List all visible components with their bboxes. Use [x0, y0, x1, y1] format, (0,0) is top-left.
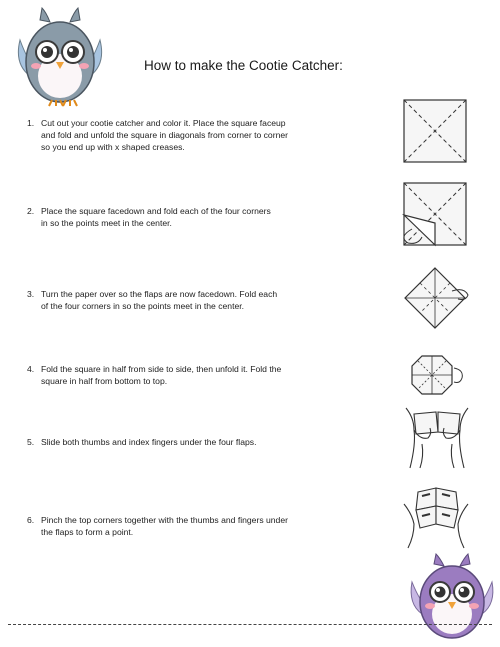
owl-bottom-illustration [406, 552, 498, 644]
step-4 [27, 363, 327, 387]
step-text: Place the square facedown and fold each of the four corners in so the points meet in the center. [41, 206, 271, 228]
step-number: 2. [27, 206, 35, 216]
fold-diagram-step-1 [402, 98, 468, 164]
hands-diagram-step-5 [400, 404, 474, 472]
cut-line-divider [8, 624, 492, 625]
step-text: Pinch the top corners together with the thumbs and fingers under the flaps to form a point. [41, 515, 288, 537]
owl-top-illustration [14, 6, 106, 108]
step-text: Cut out your cootie catcher and color it. Place the square faceup and fold and unfold the square in diagonals from corner to corner so you end up with x shaped creases. [41, 118, 288, 152]
step-number: 5. [27, 437, 35, 447]
cootie-catcher-diagram-step-6 [398, 484, 474, 550]
page-title: How to make the Cootie Catcher: [144, 58, 343, 73]
fold-diagram-step-4 [410, 352, 466, 398]
step-number: 4. [27, 364, 35, 374]
step-3 [27, 288, 327, 312]
step-2 [27, 205, 327, 229]
step-5 [27, 436, 327, 448]
step-text: Fold the square in half from side to side, then unfold it. Fold the square in half from bottom to top. [41, 364, 282, 386]
fold-diagram-step-3 [402, 265, 472, 335]
step-number: 6. [27, 515, 35, 525]
step-text: Slide both thumbs and index fingers under the four flaps. [41, 437, 257, 447]
step-text: Turn the paper over so the flaps are now facedown. Fold each of the four corners in so the points meet in the center. [41, 289, 278, 311]
step-6 [27, 514, 327, 538]
step-1 [27, 117, 327, 153]
fold-diagram-step-2 [398, 181, 470, 253]
step-number: 3. [27, 289, 35, 299]
step-number: 1. [27, 118, 35, 128]
